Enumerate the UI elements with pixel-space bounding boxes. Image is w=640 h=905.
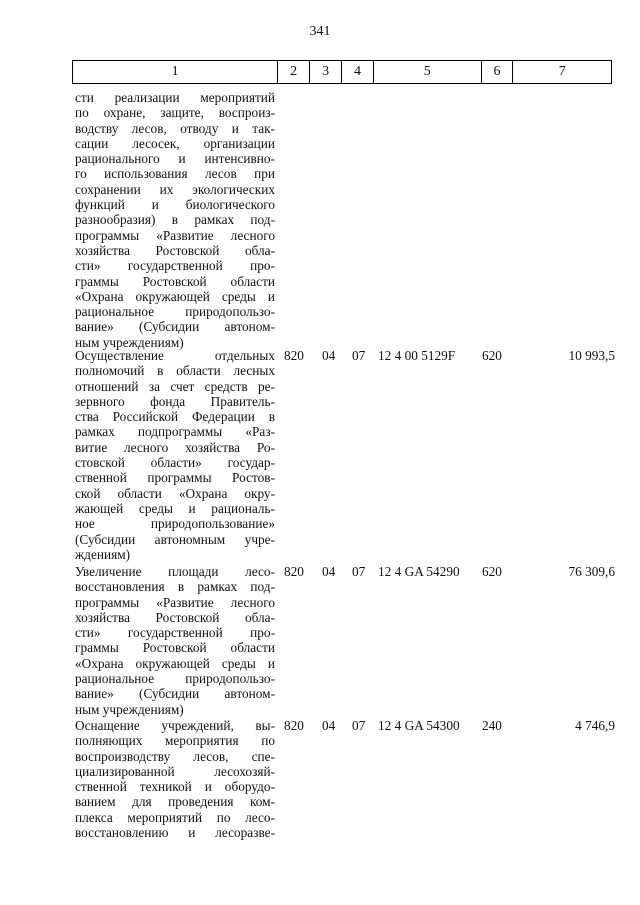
cell-ministry: 820 — [284, 348, 304, 363]
cell-expense-type: 240 — [482, 718, 502, 733]
desc-line: вание» (Субсидии автоном- — [75, 686, 275, 702]
desc-line: граммы Ростовской области — [75, 640, 275, 656]
desc-line: рациональное природопользо- — [75, 671, 275, 687]
cell-expense-type: 620 — [482, 564, 502, 579]
desc-line: сти реализации мероприятий — [75, 90, 275, 105]
desc-line: ской области «Охрана окру- — [75, 485, 275, 501]
cell-target-article: 12 4 00 5129F — [378, 348, 456, 363]
desc-line: воспроизводству лесов, спе- — [75, 748, 275, 764]
table-header — [72, 60, 612, 84]
cell-section: 04 — [322, 718, 336, 733]
desc-line: водству лесов, отводу и так- — [75, 120, 275, 136]
row-description — [75, 90, 275, 350]
row-description — [75, 718, 275, 840]
row-description — [75, 348, 275, 562]
desc-line: полняющих мероприятия по — [75, 733, 275, 749]
desc-line: рациональное природопользо- — [75, 304, 275, 320]
desc-line: рационального и интенсивно- — [75, 151, 275, 167]
desc-line: сации лесосек, организации — [75, 135, 275, 151]
cell-amount: 10 993,5 — [568, 348, 615, 363]
desc-line: ванием для проведения ком- — [75, 794, 275, 810]
desc-line: го использования лесов при — [75, 166, 275, 182]
desc-line: полномочий в области лесных — [75, 363, 275, 379]
desc-line: ства Российской Федерации в — [75, 409, 275, 425]
cell-section: 04 — [322, 348, 336, 363]
cell-ministry: 820 — [284, 564, 304, 579]
desc-line: «Охрана окружающей среды и — [75, 655, 275, 671]
desc-line: стовской области» государ- — [75, 455, 275, 471]
desc-line: витие лесного хозяйства Ро- — [75, 439, 275, 455]
cell-section: 04 — [322, 564, 336, 579]
desc-line: ждениям) — [75, 546, 131, 562]
cell-expense-type: 620 — [482, 348, 502, 363]
desc-line: восстановления в рамках под- — [75, 579, 275, 595]
cell-subsection: 07 — [352, 718, 366, 733]
desc-line: ственной программы Ростов- — [75, 470, 275, 486]
desc-line: (Субсидии автономным учре- — [75, 531, 275, 547]
header-col-4: 4 — [342, 61, 374, 83]
desc-line: ственной техникой и оборудо- — [75, 779, 275, 795]
desc-line: граммы Ростовской области — [75, 273, 275, 289]
desc-line: ным учреждениям) — [75, 334, 184, 350]
page-number: 341 — [309, 24, 331, 39]
header-col-1: 1 — [73, 61, 278, 83]
desc-line: по охране, защите, воспроиз- — [75, 105, 275, 121]
desc-line: сти» государственной про- — [75, 625, 275, 641]
desc-line: Оснащение учреждений, вы- — [75, 718, 275, 733]
row-description — [75, 564, 275, 717]
desc-line: циализированной лесохозяй- — [75, 763, 275, 779]
desc-line: Увеличение площади лесо- — [75, 564, 275, 579]
desc-line: зервного фонда Правитель- — [75, 393, 275, 409]
cell-ministry: 820 — [284, 718, 304, 733]
desc-line: плекса мероприятий по лесо- — [75, 809, 275, 825]
desc-line: ным учреждениям) — [75, 701, 184, 717]
desc-line: отношений за счет средств ре- — [75, 378, 275, 394]
desc-line: восстановлению и лесоразве- — [75, 825, 275, 841]
desc-line: функций и биологического — [75, 197, 275, 213]
header-col-3: 3 — [310, 61, 342, 83]
desc-line: сохранении их экологических — [75, 181, 275, 197]
cell-subsection: 07 — [352, 564, 366, 579]
cell-amount: 76 309,6 — [568, 564, 615, 579]
desc-line: хозяйства Ростовской обла- — [75, 242, 275, 258]
desc-line: хозяйства Ростовской обла- — [75, 609, 275, 625]
header-col-6: 6 — [482, 61, 514, 83]
desc-line: ное природопользование» — [75, 516, 275, 532]
desc-line: рамках подпрограммы «Раз- — [75, 424, 275, 440]
cell-subsection: 07 — [352, 348, 366, 363]
desc-line: вание» (Субсидии автоном- — [75, 319, 275, 335]
cell-amount: 4 746,9 — [575, 718, 615, 733]
header-col-5: 5 — [374, 61, 482, 83]
desc-line: жающей среды и рациональ- — [75, 500, 275, 516]
cell-target-article: 12 4 GA 54290 — [378, 564, 460, 579]
header-col-7: 7 — [558, 64, 566, 79]
header-col-2: 2 — [278, 61, 310, 83]
desc-line: Осуществление отдельных — [75, 348, 275, 363]
desc-line: разнообразия) в рамках под- — [75, 212, 275, 228]
desc-line: сти» государственной про- — [75, 258, 275, 274]
cell-target-article: 12 4 GA 54300 — [378, 718, 460, 733]
desc-line: программы «Развитие лесного — [75, 594, 275, 610]
desc-line: программы «Развитие лесного — [75, 227, 275, 243]
desc-line: «Охрана окружающей среды и — [75, 288, 275, 304]
